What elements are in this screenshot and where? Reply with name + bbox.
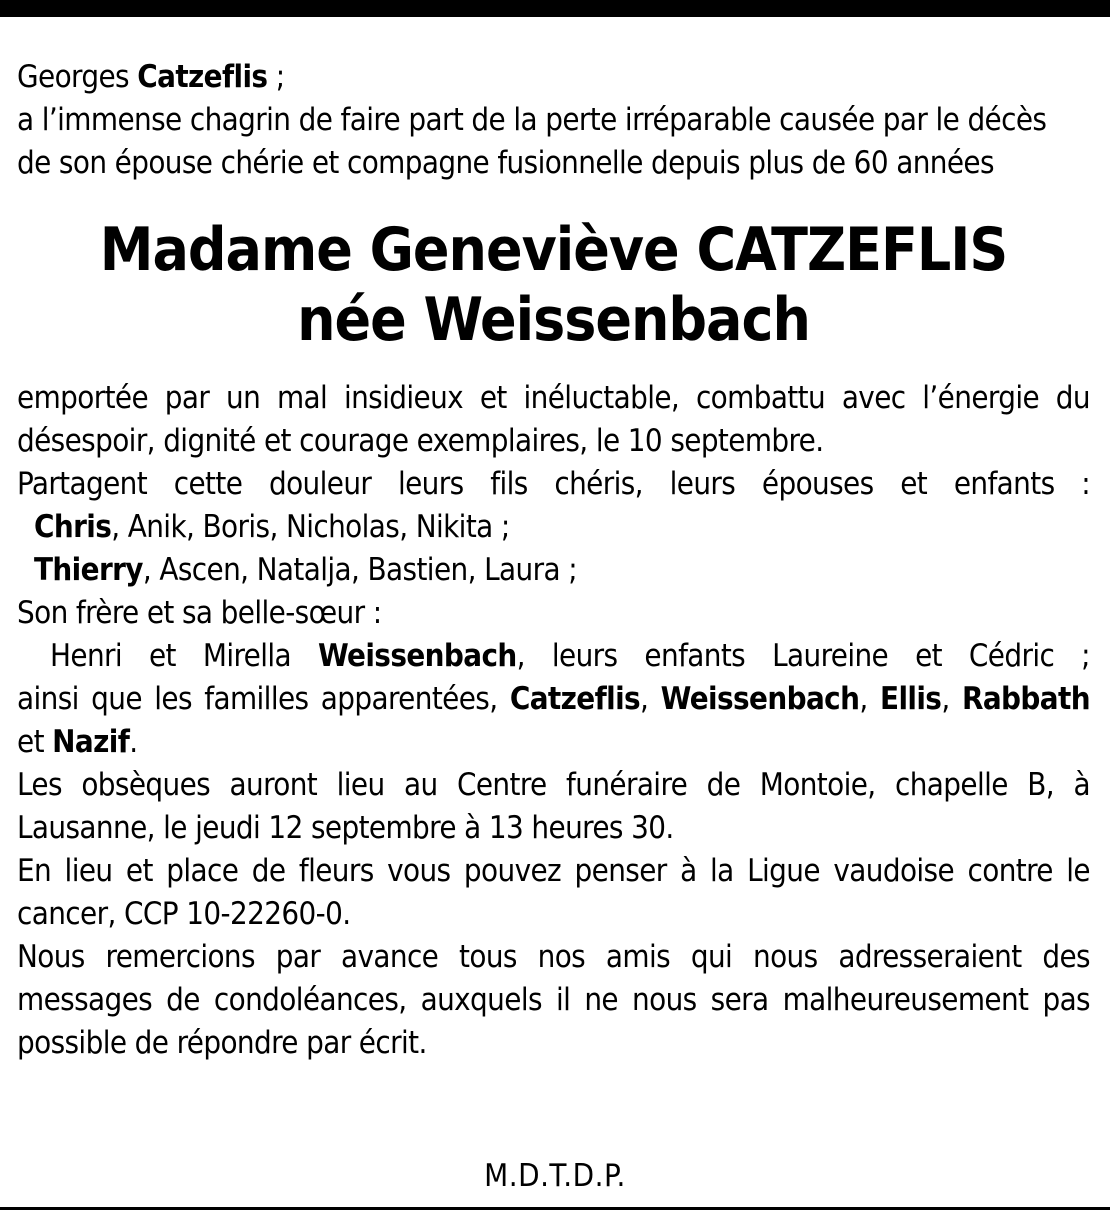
thanks-note: Nous remercions par avance tous nos amis qui nous adresseraient des messages de condoléances, auxquels il ne nous sera malheureusement pas possible de répondre par écrit.: [17, 939, 1090, 1061]
separator: ,: [640, 681, 649, 717]
intro-line: [17, 56, 1090, 99]
heading-line-2: née Weissenbach: [297, 285, 810, 355]
intro-surname: Catzeflis: [137, 59, 268, 95]
sibling-line: [17, 635, 1090, 678]
family-nazif: Nazif: [52, 724, 130, 760]
family-line-thierry: [17, 549, 1090, 592]
intro-text: a l’immense chagrin de faire part de la perte irréparable causée par le décès de son épouse chérie et compagne fusionnelle depuis plus de 60 années: [17, 102, 1047, 181]
obituary-notice: [17, 56, 1090, 1065]
signature-initials: M.D.T.D.P.: [484, 1158, 626, 1194]
family-weissenbach: Weissenbach: [660, 681, 860, 717]
family-name-thierry: Thierry: [34, 552, 143, 588]
family-members-thierry: , Ascen, Natalja, Bastien, Laura ;: [142, 552, 578, 588]
related-families: [17, 678, 1090, 764]
heading-line-1: Madame Geneviève CATZEFLIS: [99, 215, 1008, 285]
separator: ,: [859, 681, 868, 717]
bottom-rule: [0, 1207, 1110, 1210]
sibling-first-names: Henri et Mirella: [50, 638, 291, 674]
family-ellis: Ellis: [880, 681, 942, 717]
family-members-chris: , Anik, Boris, Nicholas, Nikita ;: [111, 509, 510, 545]
top-rule: [0, 0, 1110, 17]
deceased-name-heading: [17, 215, 1090, 355]
body-paragraph-2: Partagent cette douleur leurs fils chéris, leurs épouses et enfants :: [17, 466, 1090, 502]
sibling-children: , leurs enfants Laureine et Cédric ;: [516, 638, 1090, 674]
body-paragraph-1: emportée par un mal insidieux et inéluctable, combattu avec l’énergie du désespoir, dignité et courage exemplaires, le 10 septembre.: [17, 380, 1090, 459]
family-catzeflis: Catzeflis: [509, 681, 641, 717]
family-rabbath: Rabbath: [961, 681, 1090, 717]
period: .: [129, 724, 138, 760]
funeral-details: Les obsèques auront lieu au Centre funéraire de Montoie, chapelle B, à Lausanne, le jeudi 12 septembre à 13 heures 30.: [17, 767, 1090, 846]
family-line-chris: [17, 506, 1090, 549]
conjunction: et: [17, 724, 44, 760]
sibling-intro: Son frère et sa belle-sœur :: [17, 595, 382, 631]
related-families-intro: ainsi que les familles apparentées,: [17, 681, 498, 717]
intro-punct: ;: [267, 59, 285, 95]
separator: ,: [941, 681, 950, 717]
family-name-chris: Chris: [34, 509, 112, 545]
sibling-surname: Weissenbach: [317, 638, 517, 674]
flowers-note: En lieu et place de fleurs vous pouvez penser à la Ligue vaudoise contre le cancer, CCP 10-22260-0.: [17, 853, 1090, 932]
intro-first-name: Georges: [17, 59, 129, 95]
